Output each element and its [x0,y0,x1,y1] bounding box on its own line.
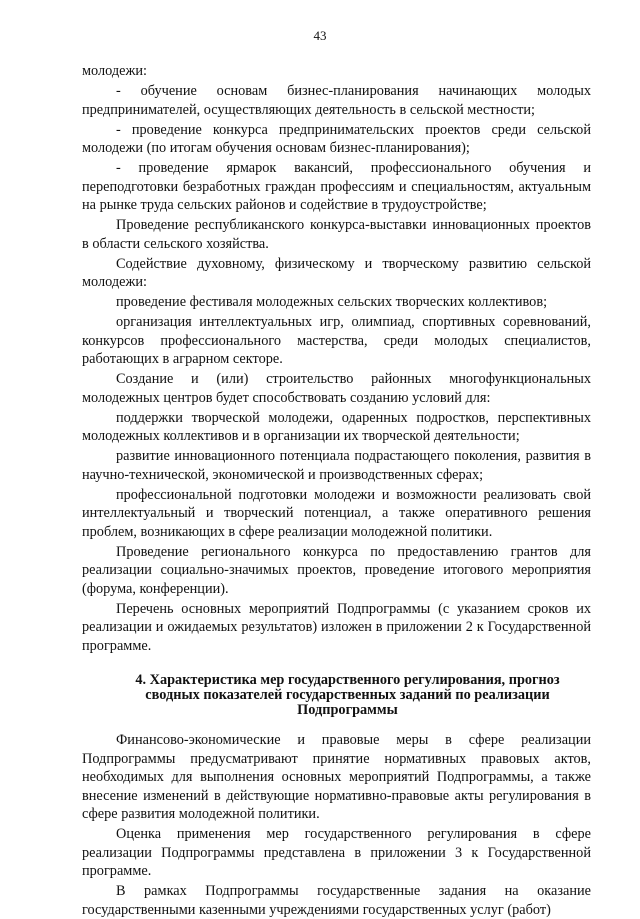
page-number: 43 [313,28,327,43]
section-heading: 4. Характеристика мер государственного регулирования, прогноз сводных показателей государственных заданий по реализации Подпрограммы [135,672,560,718]
paragraph: Перечень основных мероприятий Подпрограммы (с указанием сроков их реализации и ожидаемых результатов) изложен в приложении 2 к Государственной программе. [82,600,591,654]
paragraph: - обучение основам бизнес-планирования начинающих молодых предпринимателей, осуществляющих деятельность в сельской местности; [82,83,591,118]
paragraph: - проведение конкурса предпринимательских проектов среди сельской молодежи (по итогам обучения основам бизнес-планирования); [82,121,591,156]
paragraph: Проведение республиканского конкурса-выставки инновационных проектов в области сельского хозяйства. [82,217,591,252]
paragraphs-after [82,731,591,919]
paragraph: Проведение регионального конкурса по предоставлению грантов для реализации социально-значимых проектов, проведение итогового мероприятия (форума, конференции). [82,543,591,597]
paragraph: организация интеллектуальных игр, олимпиад, спортивных соревнований, конкурсов профессионального мастерства, среди молодых специалистов, работающих в аграрном секторе. [82,314,591,367]
paragraph: Финансово-экономические и правовые меры в сфере реализации Подпрограммы предусматривают принятие нормативных правовых актов, необходимых для выполнения основных мероприятий Подпрограммы, а также внесение изменений в действующие нормативно-правовые акты регулирования в сфере развития молодежной политики. [82,732,591,822]
document-body [82,62,591,919]
paragraphs-before [82,62,591,655]
paragraph: Содействие духовному, физическому и творческому развитию сельской молодежи: [82,255,591,290]
paragraph: профессиональной подготовки молодежи и возможности реализовать свой интеллектуальный и творческий потенциал, а также оперативного решения проблем, возникающих в сфере реализации молодежной политики. [82,486,591,540]
paragraph: Оценка применения мер государственного регулирования в сфере реализации Подпрограммы представлена в приложении 3 к Государственной программе. [82,826,591,879]
paragraph: Создание и (или) строительство районных многофункциональных молодежных центров будет способствовать созданию условий для: [82,371,591,406]
paragraph: молодежи: [82,63,147,79]
paragraph: В рамках Подпрограммы государственные задания на оказание государственными казенными учреждениями государственных услуг (работ) [82,883,591,918]
paragraph: проведение фестиваля молодежных сельских творческих коллективов; [116,294,548,310]
paragraph: развитие инновационного потенциала подрастающего поколения, развития в научно-технической, экономической и производственных сферах; [82,448,591,483]
paragraph: - проведение ярмарок вакансий, профессионального обучения и переподготовки безработных граждан профессиям и специальностям, актуальным на рынке труда сельских районов и содействие в трудоустройстве; [82,160,591,213]
paragraph: поддержки творческой молодежи, одаренных подростков, перспективных молодежных коллективов и в организации их творческой деятельности; [82,409,591,444]
